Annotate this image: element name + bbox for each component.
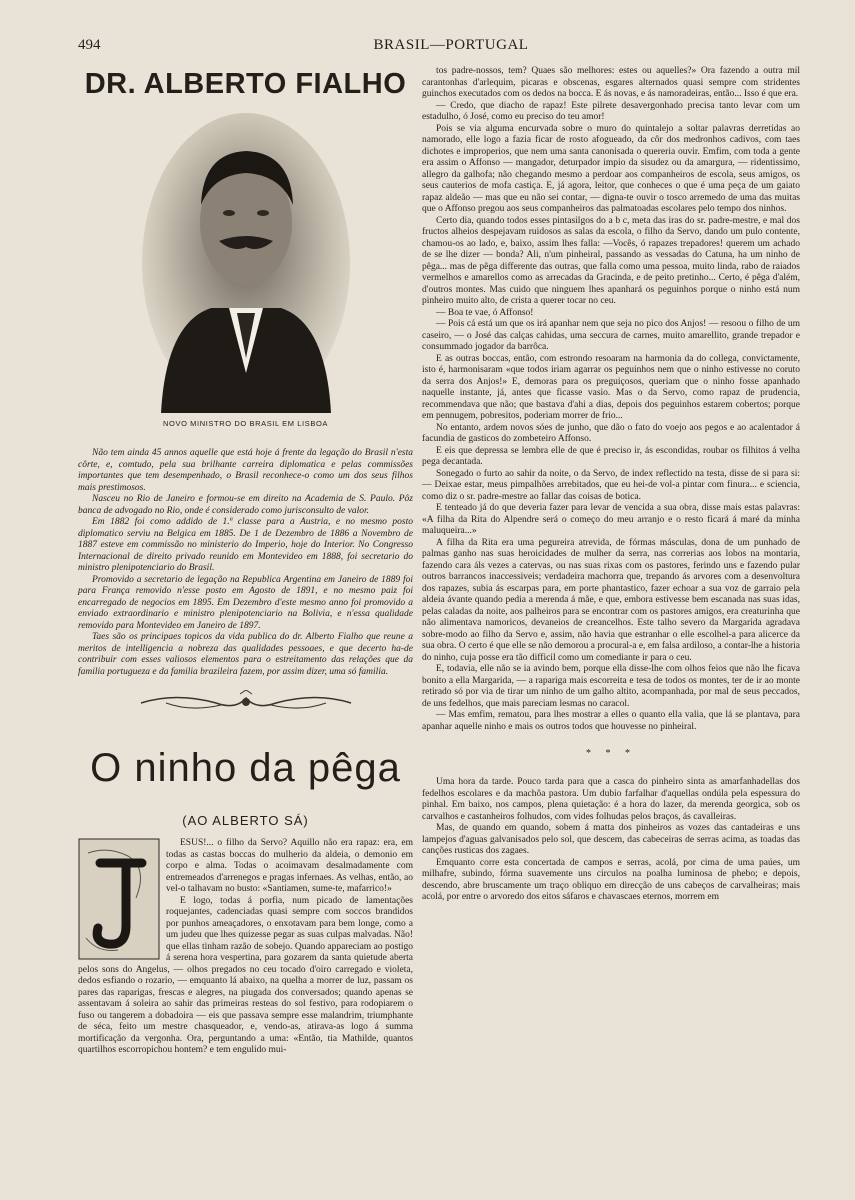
- story-paragraph: No entanto, ardem novos sóes de junho, que dão o fato do voejo aos pegos e ao acalentador á facundia de gasticos do zombeteiro Affonso.: [422, 422, 800, 444]
- left-column: [78, 66, 413, 1057]
- bio-paragraph: Promovido a secretario de legação na Republica Argentina em Janeiro de 1889 foi para França removido n'esse posto em Agosto de 1891, e no mesmo paiz foi encarregado de negocios em 1895. Em Dezembro d'este mesmo anno foi promovido a enviado extraordinario e ministro plenipotenciario na Bolivia, e n'essa qualidade removido para Montevideo em Janeiro de 1897.: [78, 574, 413, 631]
- portrait-image: [141, 113, 351, 413]
- biography-text: [78, 448, 413, 678]
- story-paragraph: Uma hora da tarde. Pouco tarda para que a casca do pinheiro sinta as amarfanhadellas dos fedelhos escolares e da machôa pastora. Um dubio farfalhar d'aquellas ondúla pela espessura do pinhal. Em baixo, nos campos, plena quietação: é a hora do lazer, da merenda georgica, sob os carvalhos e castanheiros folhudos, com vides folhudas pelos braços, ás cavalleiras.: [422, 777, 800, 822]
- story-paragraph: tos padre-nossos, tem? Quaes são melhores: estes ou aquelles?» Ora fazendo a outra mil carantonhas d'arlequim, picaras e obscenas, esgares alternados quasi sempre com stridentes guinchos executados com os dedos na bocca. E ás novas, e ás namoradeiras, então... Isso é que era.: [422, 66, 800, 99]
- bio-paragraph: Taes são os principaes topicos da vida publica do dr. Alberto Fialho que reune a meritos de intelligencia a nobreza das qualidades pessoaes, e que decerto ha-de contribuir com esses valiosos elementos para o estreitamento das relações que da familia portugueza e da familia brazileira fazem, por assim dizer, uma só familia.: [78, 632, 413, 677]
- bio-paragraph: Em 1882 foi como addido de 1.ª classe para a Austria, e no mesmo posto diplomatico serviu na Belgica em 1885. De 1 de Dezembro de 1886 a Novembro de 1887 esteve em commissão no ministerio do Imperio, hoje do Interior. No Congresso Internacional de direito privado reunido em Montevideo em 1888, foi secretario do ministro plenipotenciario do Brasil.: [78, 517, 413, 573]
- story-paragraph: — Boa te vae, ó Affonso!: [436, 307, 534, 318]
- bio-paragraph: Não tem ainda 45 annos aquelle que está hoje á frente da legação do Brasil n'esta côrte, e, comtudo, pela sua brilhante carreira diplomatica e pelas commissões importantes que tem desempenhado, o Brasil reconhece-o como um dos seus filhos mais prestimosos.: [78, 448, 413, 493]
- story-dedication: (AO ALBERTO SÁ): [182, 813, 309, 828]
- story-paragraph: E as outras boccas, então, com estrondo resoaram na harmonia da do collega, convictamente, isto é, harmonisaram «que todos iriam agarrar os peguinhos nem que o ninho estivesse no coruto da serra dos Anjos!» E, demoras para os preguiçosos, queriam que o ninho fosse apanhado naquelle instante, já, antes que ficasse vasio. Mas o da Servo, como rapaz de prudencia, recommendava que não; que bastava d'ahi a dias, depois dos peguinhos estarem cobertos; porque em pennugem, pobresitos, poderiam morrer de frio...: [422, 353, 800, 421]
- story-title: O ninho da pêga: [90, 746, 401, 790]
- story-paragraph: Emquanto corre esta concertada de campos e serras, acolá, por cima de uma paúes, um milhafre, subindo, fórma suavemente uns circulos na poalha luminosa de phebo; e depois, descendo, abre bruscamente um traço obliquo em direcção de uns cabeços de carvalheiras; mais acolá, por entre o arvoredo dos eitos sáfaros e chavascaes eternos, morrem em: [422, 857, 800, 902]
- story-text: [78, 838, 413, 1057]
- story-paragraph: Mas, de quando em quando, sobem á matta dos pinheiros as vozes das cantadeiras e uns lampejos d'aguas galvanisados pelo sol, que descem, das cabeceiras de serras acima, as toadas das canções rusticas dos zagaes.: [422, 823, 800, 856]
- story-paragraph: A filha da Rita era uma pegureira atrevida, de fórmas másculas, dona de um punhado de palmas ganho nas suas heroicidades de mulher da serra, nas correrias aos lobos na montaria, fazendo cara áls vezes a catervas, ou nas suas rixas com os pastores, ferindo uns e fazendo pular outros barrancos inaccessiveis; verdadeira machorra que, trepando ás arvores com a desenvoltura dos rapazes, subia ás escarpas para, em porte phantastico, fazer echoar a sua voz de garraio pela aldeia ávante quando pedia a merenda á mãe, e que, embora estivesse bem escanada nas suas idas, pelas caladas da noite, aos palheiros para se encontrar com os pastores amigos, era creaturinha que não alimentava namoricos, devaneios de creancelhos. Este talho severo da Margarida agradava sobre-modo ao filho da Servo e, assim, não havia que estranhar o elle escolhel-a para alicerce da sua obra. O certo é que elle se não demorou a procural-a e, em falsa ardiloso, a contar-lhe a historia do ninho, cuja posse era tão difficil como um comediante ir para o ceu.: [422, 537, 800, 663]
- story-paragraph: — Mas emfim, rematou, para lhes mostrar a elles o quanto ella valia, que lá se plantava, para apanhar aquelle ninho e mais os outros todos que houvesse no pinheiral.: [422, 710, 800, 732]
- page-header: [78, 37, 824, 59]
- running-title: BRASIL—PORTUGAL: [373, 37, 529, 53]
- story-paragraph: E, todavia, elle não se ia avindo bem, porque ella disse-lhe com olhos feios que não lhe ficava bonito a ella Margarida, — a rapariga mais escorreita e tesa de todos os montes, ter de ir ao monte retirado só por via de tirar um ninho de um galho altito, acompanhada, por mal de seus peccados, de uns fedelhos, que mais pareciam lesmas no caracol.: [422, 664, 800, 709]
- story-paragraph: — Credo, que diacho de rapaz! Este pilrete desavergonhado precisa tanto levar com um estadulho, ó José, como eu preciso do teu amor!: [422, 100, 800, 122]
- story-paragraph: Sonegado o furto ao sahir da noite, o da Servo, de index reflectido na testa, disse de si para si: — Deixae estar, meus pimpalhões arrebitados, que eu hei-de vol-a pintar com finura... e sciencia, como diz o sr. padre-mestre ao fallar das coisas de botica.: [422, 468, 800, 502]
- section-divider: * * *: [586, 748, 636, 759]
- story-paragraph: Pois se via alguma encurvada sobre o muro do quintalejo a soltar palavras derretidas ao namorado, elle logo a fazia ficar de rosto afogueado, da côr dos medronhos cadivos, com taes dichotes e improperios, que nem uma santa canonisada o quereria ouvir. Emfim, com toda a gente era assim o Affonso — mangador, deturpador impio da sisudez ou da amargura, — ridentissimo, allegro da galhofa; não chegando mesmo a perdoar aos companheiros de escola, seus amigos, os seus cauterios de mofa castiça. E, já agora, leitor, que conheces o que é uma peça de um gaiato rapaz aldeão — mas que eu não sei contar, — digna-te ouvir o tosco arremedo de uma das muitas que o Affonso pregou aos seus companheiros das palmatoadas escolares pelo tempo dos ninhos.: [422, 123, 800, 214]
- story-paragraph: E eis que depressa se lembra elle de que é preciso ir, ás escondidas, roubar os filhitos á velha pega decantada.: [422, 445, 800, 467]
- story-paragraph: ESUS!... o filho da Servo? Aquillo não era rapaz: era, em todas as castas boccas do mulherio da aldeia, o demonio em corpo e alma. Todas o acoimavam desalmadamente com entremeados d'arrenegos e pragas infernaes. As velhas, então, ao vel-o talhavam no busto: «Santiamen, sume-te, mafarrico!»: [166, 838, 413, 894]
- bio-paragraph: Nasceu no Rio de Janeiro e formou-se em direito na Academia de S. Paulo. Pôz banca de advogado no Rio, onde é considerado como jurisconsulto de valor.: [78, 494, 413, 516]
- drop-cap-j: [78, 838, 160, 960]
- story-paragraph: E logo, todas á porfia, num picado de lamentações roquejantes, cadenciadas quasi sempre com soccos brandidos por punhos ameaçadores, o enxotavam para bem longe, como a um judeu que lhes quizesse pegar as suas culpas malvadas. Não! que ellas tinham razão de sobejo. Quando appareciam ao postigo á serena hora vespertina, para gozarem da santa quietude aberta pelos sons do Angelus, — olhos pregados no ceu tocado d'oiro carregado e violeta, dedos esfiando o rozario, — emquanto lá abaixo, na quelha a morrer de luz, passam os pares das raparigas, frescas e alegres, na piugada dos conversados; quando apenas se assentavam á soleira ao sahir das primeiras resteas do sol festivo, para rodopiarem o fuso ou tangerem a dobadoira — eis que passava sempre esse malandrim, triumphante de séca, feito um mestre chasqueador, e, vendo-as, atirava-as logo á summa mortificação da vergonha. Ora, perguntando a uma: «Então, tia Mathilde, quantos quartilhos escorropichou hontem? e tem engulido mui-: [78, 895, 413, 1055]
- story-continuation: [422, 66, 800, 904]
- right-column: [422, 66, 800, 904]
- ornament-divider: [136, 690, 356, 716]
- page-number: 494: [78, 37, 101, 53]
- story-paragraph: E tenteado já do que deveria fazer para levar de vencida a sua obra, disse mais estas palavras: «A filha da Rita do Alpendre será o começo do meu arranjo e o resto ficará á maré da minha maluqueira...»: [422, 503, 800, 536]
- article-title: DR. ALBERTO FIALHO: [84, 68, 407, 100]
- portrait-caption: NOVO MINISTRO DO BRASIL EM LISBOA: [163, 419, 328, 428]
- story-paragraph: — Pois cá está um que os irá apanhar nem que seja no pico dos Anjos! — resoou o filho de um caseiro, — o José das calças cahidas, uma seccura de carnes, muito amarellito, grande trepador e consummado jogador da barrôca.: [422, 319, 800, 352]
- story-paragraph: Certo dia, quando todos esses pintasilgos do a b c, meta das iras do sr. padre-mestre, e mal dos fructos alheios despejavam ruidosos as salas da escola, o filho da Servo, dando um pulo contente, chamou-os ao lado, e, baixo, assim lhes falla: —Vocês, ó rapazes trepadores! querem um achado de se lhe dizer — bonda? Ali, n'um pinheiral, passando as vessadas do Catuna, ha um ninho de pêga... mas de pêga differente das outras, que falla como uma pessoa, muito linda, rabo de raiados vermelhos e amarellos como as arrecadas da Gracinda, e de peito pretinho... Certo, é pêga d'além, d'outros montes. Mas cuido que ninguem lhes apanhará os peguinhos porque o ninho está num pinheiro muito alto, de crista a querer tocar no ceu.: [422, 215, 800, 306]
